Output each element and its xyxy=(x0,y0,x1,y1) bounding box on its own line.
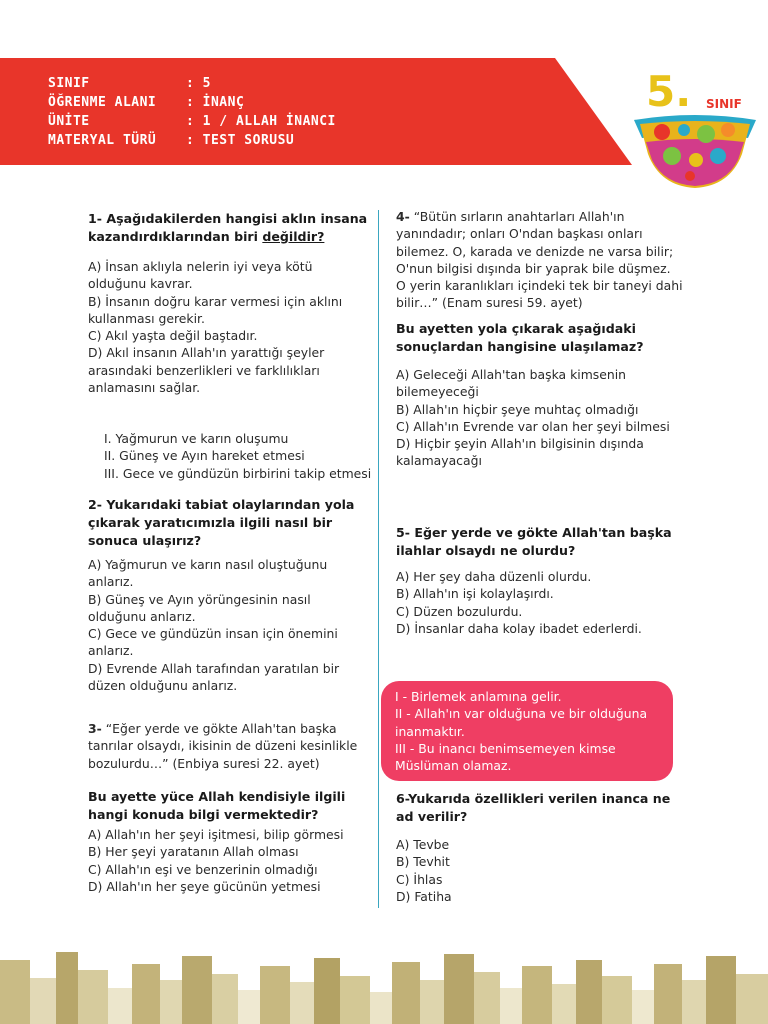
bowl-dot xyxy=(685,171,695,181)
question-4-verse-text: “Bütün sırların anahtarları Allah'ın yanındadır; onları O'ndan başkası onları bilemez. O, karada ve denizde ne varsa bilir; O'nun bilgisi dışında bir yaprak bile düşmez. O yerin karanlıkları içindeki tek bir taneyi dahi bilir…” (Enam suresi 59. ayet) xyxy=(396,209,683,311)
list-item: III. Gece ve gündüzün birbirini takip etmesi xyxy=(104,465,372,481)
logo-number: 5. xyxy=(646,67,692,116)
header-row-area xyxy=(48,93,336,112)
option-a[interactable]: A) Geleceği Allah'tan başka kimsenin bilemeyeceği xyxy=(396,367,626,400)
question-4-options xyxy=(396,366,680,470)
nature-list xyxy=(104,430,374,482)
option-c[interactable]: C) Allah'ın Evrende var olan her şeyi bilmesi xyxy=(396,418,670,434)
skyline-decoration xyxy=(0,930,768,1024)
info-item: III - Bu inancı benimsemeyen kimse Müslüman olamaz. xyxy=(395,740,616,774)
question-4-verse xyxy=(396,208,684,312)
option-b[interactable]: B) Güneş ve Ayın yörüngesinin nasıl olduğunu anlarız. xyxy=(88,591,311,624)
option-a[interactable]: A) Tevbe xyxy=(396,837,450,852)
option-d[interactable]: D) Hiçbir şeyin Allah'ın bilgisinin dışında kalamayacağı xyxy=(396,436,644,469)
question-4 xyxy=(396,320,678,356)
header-info xyxy=(48,74,336,150)
question-3-number: 3- xyxy=(88,721,102,736)
option-d[interactable]: D) Akıl insanın Allah'ın yarattığı şeyler arasındaki benzerlikleri ve farklılıkları anlamasını sağlar. xyxy=(88,345,325,396)
grade-logo xyxy=(632,62,758,192)
header-value: : TEST SORUSU xyxy=(186,133,295,148)
header-row-class xyxy=(48,74,336,93)
question-1-underlined: değildir? xyxy=(262,229,325,244)
question-1-options xyxy=(88,258,372,396)
question-6 xyxy=(396,790,678,826)
header-row-material xyxy=(48,131,336,150)
bowl-dot xyxy=(689,153,703,167)
option-c[interactable]: C) Düzen bozulurdu. xyxy=(396,603,523,619)
question-3-verse xyxy=(88,720,372,772)
header-label: SINIF xyxy=(48,76,90,91)
header-value: : İNANÇ xyxy=(186,95,245,110)
option-a[interactable]: A) İnsan aklıyla nelerin iyi veya kötü olduğunu kavrar. xyxy=(88,259,313,292)
question-5-options xyxy=(396,568,680,637)
question-6-text: 6-Yukarıda özellikleri verilen inanca ne ad verilir? xyxy=(396,791,671,824)
option-c[interactable]: C) Gece ve gündüzün insan için önemini anlarız. xyxy=(88,626,338,659)
bowl-dot xyxy=(697,125,715,143)
option-a[interactable]: A) Her şey daha düzenli olurdu. xyxy=(396,569,592,584)
question-2-options xyxy=(88,556,372,694)
option-b[interactable]: B) Allah'ın hiçbir şeye muhtaç olmadığı xyxy=(396,401,639,417)
question-2 xyxy=(88,496,370,550)
option-b[interactable]: B) İnsanın doğru karar vermesi için aklını kullanması gerekir. xyxy=(88,293,343,326)
header-label: ÖĞRENME ALANI xyxy=(48,95,157,110)
bowl-dot xyxy=(678,124,690,136)
list-item: I. Yağmurun ve karın oluşumu xyxy=(104,431,289,446)
option-c[interactable]: C) İhlas xyxy=(396,871,443,887)
column-divider xyxy=(378,210,379,908)
option-d[interactable]: D) Allah'ın her şeye gücünün yetmesi xyxy=(88,878,321,894)
header-value: : 1 / ALLAH İNANCI xyxy=(186,114,336,129)
bowl-dot xyxy=(710,148,726,164)
question-6-options xyxy=(396,836,680,905)
question-4-text: Bu ayetten yola çıkarak aşağıdaki sonuçlardan hangisine ulaşılamaz? xyxy=(396,321,644,354)
option-c[interactable]: C) Akıl yaşta değil baştadır. xyxy=(88,328,258,344)
header-value: : 5 xyxy=(186,76,211,91)
option-a[interactable]: A) Yağmurun ve karın nasıl oluştuğunu anlarız. xyxy=(88,557,328,590)
bowl-dot xyxy=(654,124,670,140)
question-2-text: 2- Yukarıdaki tabiat olaylarından yola çıkarak yaratıcımızla ilgili nasıl bir sonuca ulaşırız? xyxy=(88,497,355,548)
question-3-verse-text: “Eğer yerde ve gökte Allah'tan başka tanrılar olsaydı, ikisinin de düzeni kesinlikle bozulurdu…” (Enbiya suresi 22. ayet) xyxy=(88,721,358,771)
header-label: MATERYAL TÜRÜ xyxy=(48,133,157,148)
header-label: ÜNİTE xyxy=(48,114,90,129)
question-5-text: 5- Eğer yerde ve gökte Allah'tan başka ilahlar olsaydı ne olurdu? xyxy=(396,525,672,558)
option-d[interactable]: D) Fatiha xyxy=(396,888,452,904)
info-box-text xyxy=(395,688,677,774)
option-d[interactable]: D) Evrende Allah tarafından yaratılan bir düzen olduğunu anlarız. xyxy=(88,660,340,694)
list-item: II. Güneş ve Ayın hareket etmesi xyxy=(104,448,305,464)
question-1-stem: 1- Aşağıdakilerden hangisi aklın insana kazandırdıklarından biri xyxy=(88,211,368,244)
logo-text: SINIF xyxy=(706,97,742,111)
header-row-unit xyxy=(48,112,336,131)
question-3-options xyxy=(88,826,372,895)
option-d[interactable]: D) İnsanlar daha kolay ibadet ederlerdi. xyxy=(396,620,642,636)
question-3-text: Bu ayette yüce Allah kendisiyle ilgili hangi konuda bilgi vermektedir? xyxy=(88,789,346,822)
question-1 xyxy=(88,210,370,246)
option-b[interactable]: B) Her şeyi yaratanın Allah olması xyxy=(88,844,299,860)
info-item: II - Allah'ın var olduğuna ve bir olduğuna inanmaktır. xyxy=(395,706,648,739)
option-a[interactable]: A) Allah'ın her şeyi işitmesi, bilip görmesi xyxy=(88,827,344,842)
bowl-dot xyxy=(721,123,735,137)
option-c[interactable]: C) Allah'ın eşi ve benzerinin olmadığı xyxy=(88,861,318,877)
question-3 xyxy=(88,788,370,824)
question-1-text xyxy=(88,210,370,246)
skyline-buildings xyxy=(0,952,768,1024)
info-item: I - Birlemek anlamına gelir. xyxy=(395,689,562,704)
option-b[interactable]: B) Tevhit xyxy=(396,854,450,870)
option-b[interactable]: B) Allah'ın işi kolaylaşırdı. xyxy=(396,586,554,602)
bowl-dot xyxy=(663,147,681,165)
question-4-number: 4- xyxy=(396,209,410,224)
question-5 xyxy=(396,524,678,560)
